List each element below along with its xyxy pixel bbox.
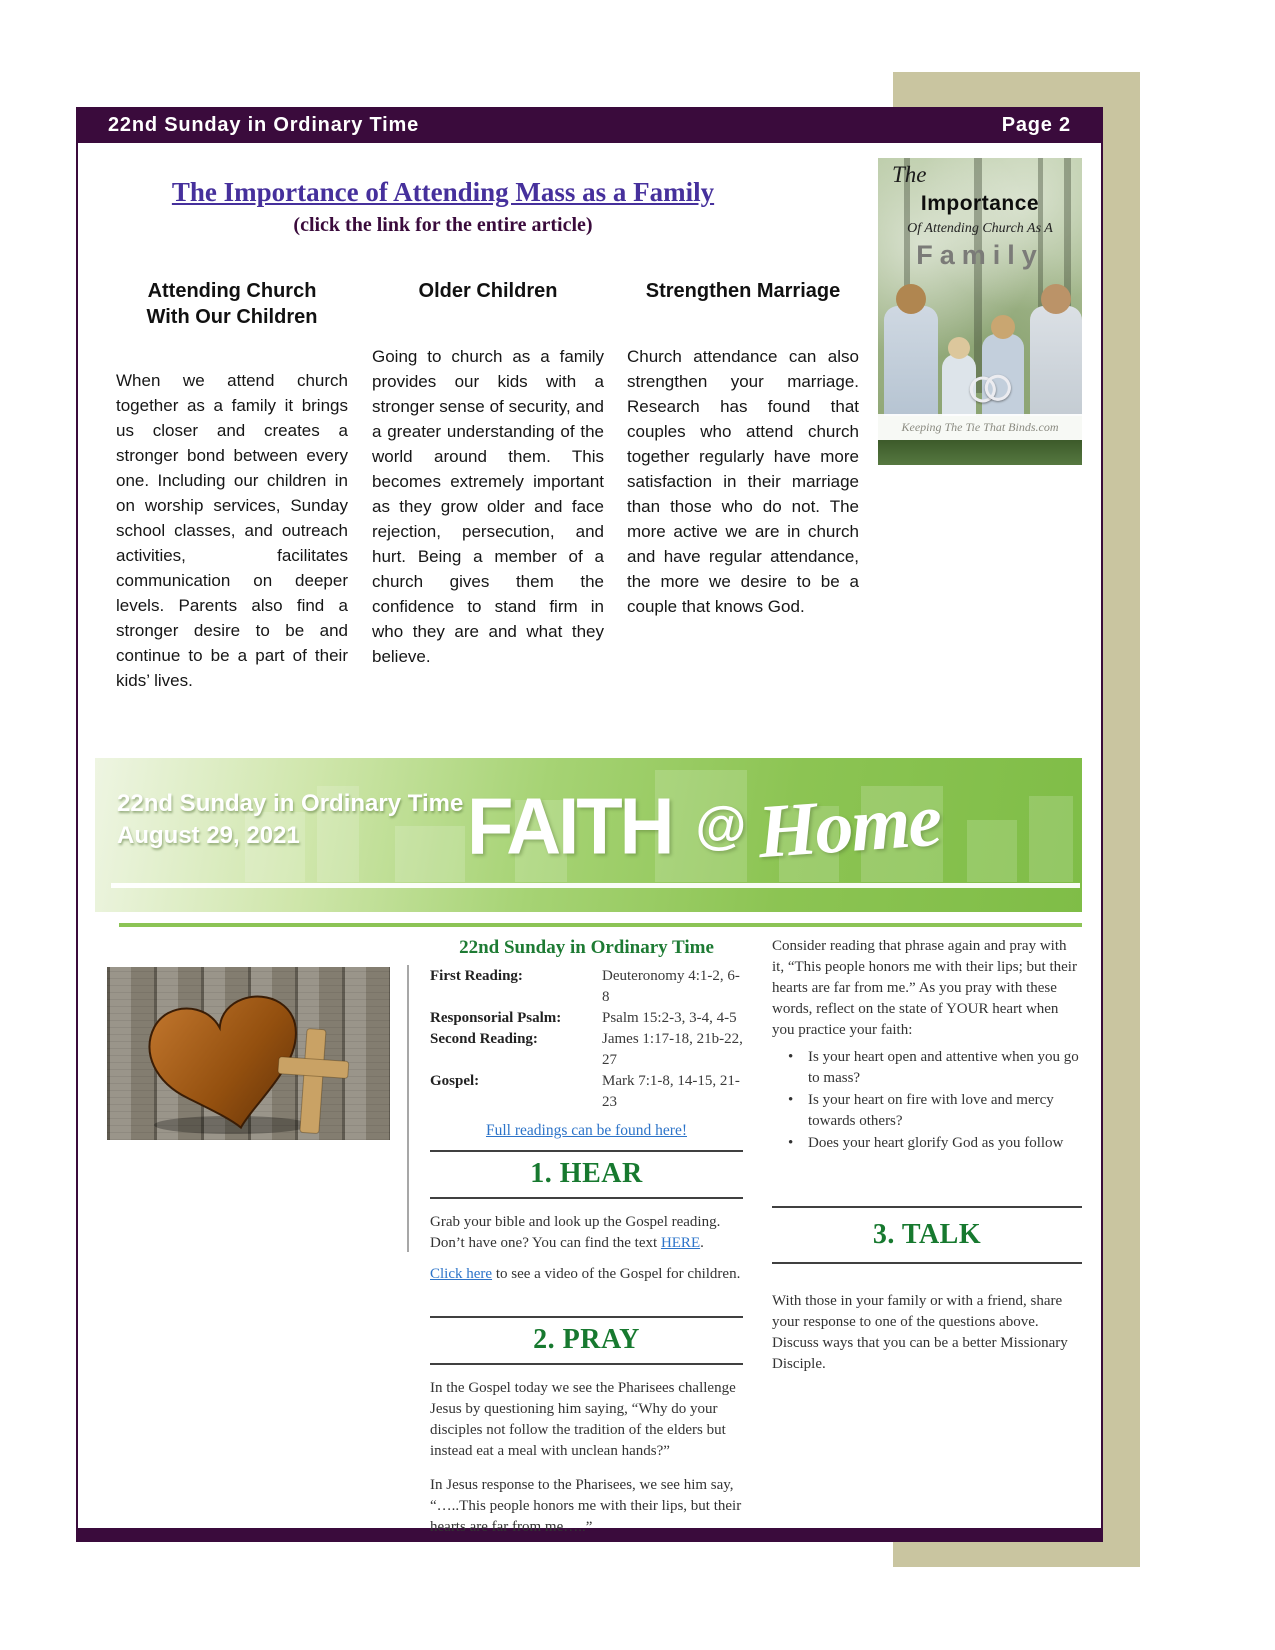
- hear-paragraph-2: [430, 1264, 743, 1285]
- skyline-silhouette: [967, 820, 1017, 882]
- reflect-bullets: [772, 1047, 1082, 1154]
- father-figure: [1030, 306, 1082, 416]
- section-rule: [430, 1197, 743, 1199]
- image-text-the: The: [892, 162, 927, 187]
- column-body: When we attend church together as a family it brings us closer and creates a stronger bond between every one. Including our children in on worship services, Sunday school classes, and outreach activities, facilitates communication on deeper levels. Parents also find a stronger desire to be and continue to be a part of their kids’ lives.: [116, 371, 348, 690]
- page-number: Page 2: [1001, 113, 1071, 136]
- talk-section-title: 3. TALK: [872, 1219, 982, 1250]
- header-title: 22nd Sunday in Ordinary Time: [108, 113, 419, 136]
- column-older-children: [372, 278, 604, 669]
- reading-label: Responsorial Psalm:: [430, 1010, 562, 1026]
- reading-label: Second Reading:: [430, 1031, 538, 1047]
- hear-text: .: [700, 1235, 704, 1251]
- hear-text: to see a video of the Gospel for children.: [492, 1266, 741, 1282]
- family-church-image: [878, 158, 1082, 465]
- reading-label: Gospel:: [430, 1073, 480, 1089]
- mother-figure: [884, 306, 938, 416]
- pray-section-title: 2. PRAY: [533, 1324, 640, 1355]
- logo-at-sign: @: [695, 797, 747, 855]
- here-link[interactable]: HERE: [660, 1235, 701, 1251]
- full-readings-link[interactable]: Full readings can be found here!: [485, 1122, 687, 1139]
- hear-section-title: 1. HEAR: [530, 1158, 643, 1189]
- banner-date-line: August 29, 2021: [117, 822, 300, 849]
- column-heading: Attending Church With Our Children: [146, 280, 318, 328]
- skyline-silhouette: [1029, 796, 1073, 882]
- image-text-of-attending: Of Attending Church As A: [907, 221, 1053, 236]
- bullet-text: Is your heart open and attentive when you go to mass?: [808, 1049, 1079, 1086]
- hear-text: Grab your bible and look up the Gospel reading. Don’t have one? You can find the text: [430, 1214, 721, 1251]
- click-here-link[interactable]: Click here: [430, 1266, 493, 1282]
- logo-home: Home: [755, 777, 943, 874]
- bullet-text: Does your heart glorify God as you follow: [808, 1135, 1064, 1151]
- banner-white-stripe: [111, 883, 1080, 888]
- reading-value: Mark 7:1-8, 14-15, 21-23: [602, 1073, 740, 1110]
- reading-row: [430, 966, 743, 1008]
- reading-label: First Reading:: [430, 968, 523, 984]
- article-title-block: [98, 177, 788, 237]
- reflect-paragraph: Consider reading that phrase again and pray with it, “This people honors me with their lips; but their hearts are far from me.” As you pray with these words, reflect on the state of YOUR heart when you practice your faith:: [772, 938, 1077, 1038]
- banner-date-block: [117, 788, 463, 852]
- logo-faith: FAITH: [467, 781, 672, 871]
- section-rule: [772, 1206, 1082, 1208]
- column-heading: Strengthen Marriage: [645, 280, 841, 302]
- pray-paragraph-2: In Jesus response to the Pharisees, we see him say, “…..This people honors me with their lips, but their hearts are far from me…..”: [430, 1477, 742, 1535]
- readings-heading: 22nd Sunday in Ordinary Time: [459, 937, 714, 958]
- banner-sunday-line: 22nd Sunday in Ordinary Time: [117, 790, 464, 817]
- pray-paragraph-1: In the Gospel today we see the Pharisees challenge Jesus by questioning him saying, “Why do your disciples not follow the tradition of the elders but instead eat a meal with unclean hands?”: [430, 1380, 736, 1459]
- image-text-family: Family: [916, 240, 1044, 270]
- reading-value: Psalm 15:2-3, 3-4, 4-5: [602, 1010, 737, 1026]
- section-rule: [430, 1150, 743, 1152]
- reading-row: [430, 1008, 743, 1029]
- column-heading: Older Children: [418, 280, 558, 302]
- bullet-item: [772, 1133, 1082, 1154]
- newsletter-page: [76, 107, 1103, 1542]
- page-header-bar: [76, 107, 1103, 143]
- column-strengthen-marriage: [627, 278, 859, 619]
- hear-paragraph-1: [430, 1212, 743, 1254]
- bullet-item: [772, 1090, 1082, 1132]
- green-divider-line: [119, 923, 1082, 927]
- bullet-icon: [788, 1133, 808, 1154]
- reading-row: [430, 1029, 743, 1071]
- bullet-icon: [788, 1090, 808, 1132]
- column-attending-church: [116, 278, 348, 693]
- reflect-column: [772, 936, 1082, 1375]
- faith-at-home-banner: [95, 758, 1082, 912]
- bullet-item: [772, 1047, 1082, 1089]
- reading-row: [430, 1071, 743, 1113]
- section-rule: [772, 1262, 1082, 1264]
- article-subtitle: (click the link for the entire article): [293, 214, 593, 236]
- talk-paragraph: With those in your family or with a friend, share your response to one of the questions above. Discuss ways that you can be a better Missionary Disciple.: [772, 1293, 1068, 1372]
- heart-cross-graphic: [107, 967, 390, 1140]
- bullet-text: Is your heart on fire with love and mercy towards others?: [808, 1092, 1054, 1129]
- heart-cross-image: [107, 967, 390, 1140]
- column-divider-line: [407, 965, 409, 1252]
- bullet-icon: [788, 1047, 808, 1089]
- column-body: Going to church as a family provides our kids with a stronger sense of security, and a greater understanding of the world around them. This becomes extremely important as they grow older and face rejection, persecution, and hurt. Being a member of a church gives them the confidence to stand firm in who they are and what they believe.: [372, 347, 604, 666]
- article-title-link[interactable]: The Importance of Attending Mass as a Family: [171, 177, 715, 207]
- section-rule: [430, 1363, 743, 1365]
- image-text-importance: Importance: [920, 192, 1040, 215]
- faith-at-home-logo: [467, 770, 943, 882]
- readings-table: [430, 966, 743, 1113]
- reading-value: James 1:17-18, 21b-22, 27: [602, 1031, 743, 1068]
- image-foliage-strip: [878, 440, 1082, 465]
- column-body: Church attendance can also strengthen your marriage. Research has found that couples who attend church together regularly have more satisfaction in their marriage than those who do not. The more active we are in church and have regular attendance, the more we desire to be a couple that knows God.: [627, 347, 859, 616]
- image-caption: Keeping The Tie That Binds.com: [878, 414, 1082, 440]
- reading-value: Deuteronomy 4:1-2, 6-8: [602, 968, 740, 1005]
- section-rule: [430, 1316, 743, 1318]
- readings-column: [430, 936, 743, 1538]
